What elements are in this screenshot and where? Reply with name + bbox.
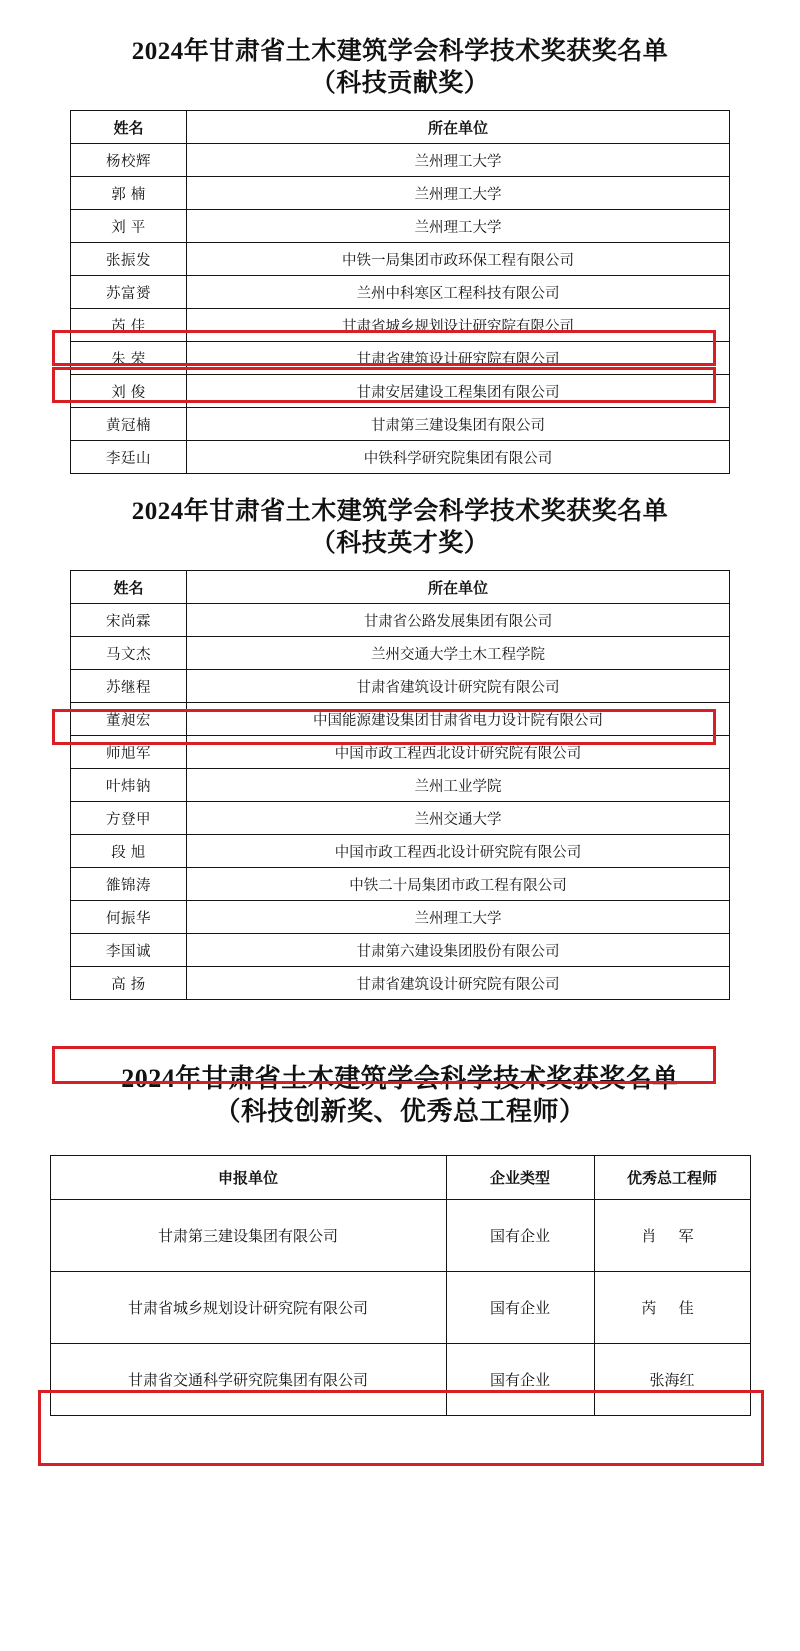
table-row: [71, 637, 730, 670]
title-line-1: 2024年甘肃省土木建筑学会科学技术奖获奖名单: [131, 38, 669, 65]
column-header-type: 企业类型: [446, 1155, 594, 1199]
cell-name: 刘 平: [71, 210, 187, 243]
column-header-engineer: 优秀总工程师: [594, 1155, 750, 1199]
table-row: [71, 441, 730, 474]
cell-unit: 兰州交通大学: [187, 802, 730, 835]
table-row-highlighted: [71, 670, 730, 703]
cell-unit: 甘肃省建筑设计研究院有限公司: [187, 342, 730, 375]
cell-name: 雒锦涛: [71, 868, 187, 901]
cell-name: 朱 荣: [71, 342, 187, 375]
cell-name: 杨校辉: [71, 144, 187, 177]
column-header-unit: 所在单位: [187, 571, 730, 604]
table-row: [71, 802, 730, 835]
cell-unit: 甘肃第三建设集团有限公司: [187, 408, 730, 441]
column-header-name: 姓名: [71, 571, 187, 604]
cell-unit: 兰州理工大学: [187, 210, 730, 243]
table-innovation: [50, 1155, 751, 1416]
cell-unit: 兰州中科寒区工程科技有限公司: [187, 276, 730, 309]
column-header-unit: 所在单位: [187, 111, 730, 144]
table-row: [71, 276, 730, 309]
table-row: [71, 703, 730, 736]
cell-name: 宋尚霖: [71, 604, 187, 637]
table-row: [71, 769, 730, 802]
title-line-1: 2024年甘肃省土木建筑学会科学技术奖获奖名单: [121, 1064, 679, 1093]
cell-name: 李国诚: [71, 934, 187, 967]
title-line-2: （科技英才奖）: [310, 530, 490, 557]
cell-name: 张振发: [71, 243, 187, 276]
table-row-highlighted: [71, 309, 730, 342]
table-row: [71, 835, 730, 868]
cell-unit: 兰州理工大学: [187, 901, 730, 934]
cell-unit: 中铁二十局集团市政工程有限公司: [187, 868, 730, 901]
cell-name: 师旭军: [71, 736, 187, 769]
table-row: [71, 868, 730, 901]
cell-unit: 中铁科学研究院集团有限公司: [187, 441, 730, 474]
cell-type: 国有企业: [446, 1199, 594, 1271]
section-contribution: [44, 22, 756, 474]
cell-name: 何振华: [71, 901, 187, 934]
table-row: [71, 901, 730, 934]
section-talent: [44, 480, 756, 1000]
table-contribution: [70, 110, 730, 474]
section-title-innovation: [44, 1006, 756, 1129]
cell-unit: 甘肃第六建设集团股份有限公司: [187, 934, 730, 967]
column-header-unit: 申报单位: [50, 1155, 446, 1199]
table-header-row: [71, 571, 730, 604]
column-header-name: 姓名: [71, 111, 187, 144]
cell-name: 叶炜钠: [71, 769, 187, 802]
section-title-contribution: [44, 22, 756, 100]
cell-name: 马文杰: [71, 637, 187, 670]
table-talent: [70, 570, 730, 1000]
table-row: [71, 144, 730, 177]
cell-name: 段 旭: [71, 835, 187, 868]
table-row: [71, 375, 730, 408]
cell-name: 苏富赟: [71, 276, 187, 309]
cell-name: 董昶宏: [71, 703, 187, 736]
table-row: [71, 177, 730, 210]
cell-unit: 甘肃第三建设集团有限公司: [50, 1199, 446, 1271]
cell-name: 郭 楠: [71, 177, 187, 210]
cell-unit: 兰州理工大学: [187, 177, 730, 210]
cell-unit: 甘肃省交通科学研究院集团有限公司: [50, 1343, 446, 1415]
table-row: [50, 1343, 750, 1415]
table-row: [50, 1199, 750, 1271]
cell-unit: 中国市政工程西北设计研究院有限公司: [187, 736, 730, 769]
cell-name: 高 扬: [71, 967, 187, 1000]
cell-type: 国有企业: [446, 1343, 594, 1415]
table-header-row: [71, 111, 730, 144]
table-row-highlighted: [71, 967, 730, 1000]
cell-unit: 甘肃安居建设工程集团有限公司: [187, 375, 730, 408]
section-innovation: [44, 1006, 756, 1416]
cell-unit: 中国能源建设集团甘肃省电力设计院有限公司: [187, 703, 730, 736]
cell-name: 刘 俊: [71, 375, 187, 408]
table-row-highlighted: [50, 1271, 750, 1343]
cell-type: 国有企业: [446, 1271, 594, 1343]
cell-unit: 兰州理工大学: [187, 144, 730, 177]
cell-unit: 中铁一局集团市政环保工程有限公司: [187, 243, 730, 276]
table-row: [71, 604, 730, 637]
cell-unit: 甘肃省城乡规划设计研究院有限公司: [187, 309, 730, 342]
table-header-row: [50, 1155, 750, 1199]
table-row: [71, 210, 730, 243]
table-row: [71, 736, 730, 769]
table-row: [71, 934, 730, 967]
cell-engineer: 肖 军: [594, 1199, 750, 1271]
cell-name: 李廷山: [71, 441, 187, 474]
title-line-2: （科技创新奖、优秀总工程师）: [214, 1097, 586, 1127]
cell-name: 苏继程: [71, 670, 187, 703]
cell-unit: 兰州工业学院: [187, 769, 730, 802]
cell-name: 黄冠楠: [71, 408, 187, 441]
title-line-1: 2024年甘肃省土木建筑学会科学技术奖获奖名单: [131, 498, 669, 525]
table-row: [71, 408, 730, 441]
cell-name: 方登甲: [71, 802, 187, 835]
section-title-talent: [44, 480, 756, 560]
cell-unit: 中国市政工程西北设计研究院有限公司: [187, 835, 730, 868]
cell-unit: 甘肃省公路发展集团有限公司: [187, 604, 730, 637]
cell-engineer: 芮 佳: [594, 1271, 750, 1343]
title-line-2: （科技贡献奖）: [310, 70, 490, 97]
cell-unit: 甘肃省建筑设计研究院有限公司: [187, 967, 730, 1000]
cell-unit: 甘肃省建筑设计研究院有限公司: [187, 670, 730, 703]
cell-name: 芮 佳: [71, 309, 187, 342]
cell-unit: 兰州交通大学土木工程学院: [187, 637, 730, 670]
table-row: [71, 243, 730, 276]
table-row-highlighted: [71, 342, 730, 375]
cell-unit: 甘肃省城乡规划设计研究院有限公司: [50, 1271, 446, 1343]
cell-engineer: 张海红: [594, 1343, 750, 1415]
